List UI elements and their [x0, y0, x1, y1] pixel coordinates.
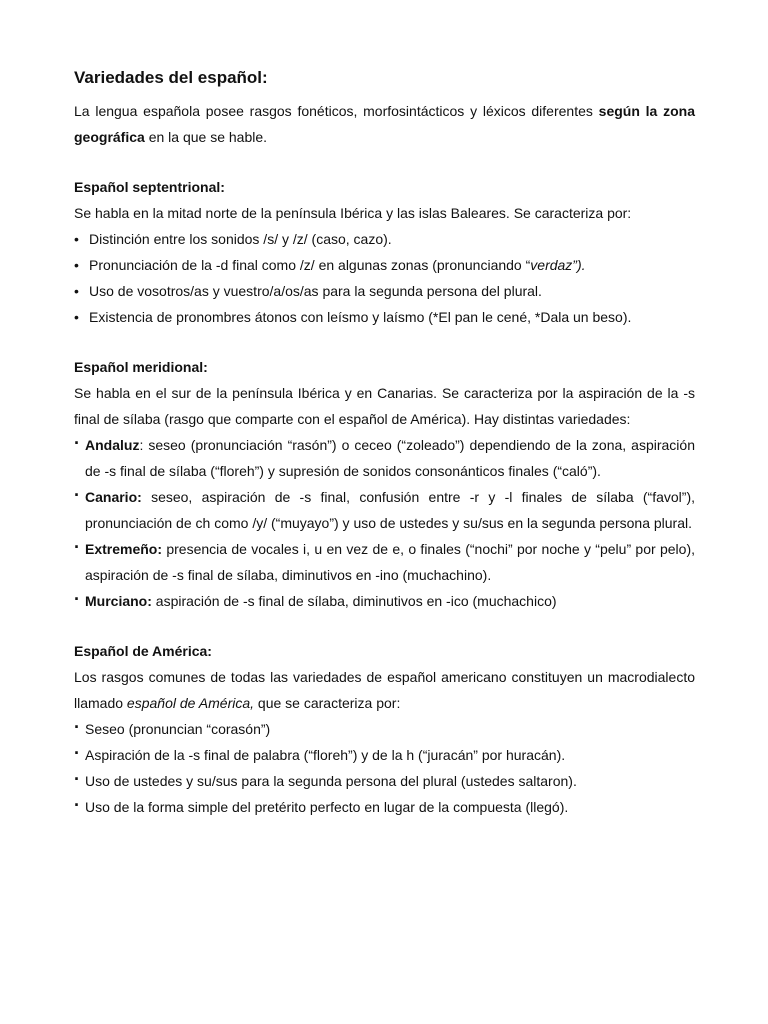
section-description: Se habla en la mitad norte de la península Ibérica y las islas Baleares. Se caracteriza por: [74, 205, 632, 221]
list-item [74, 484, 695, 536]
feature-list [74, 226, 695, 330]
list-item: • Distinción entre los sonidos /s/ y /z/ (caso, cazo). [74, 226, 695, 252]
variety-label: Extremeño: [85, 541, 163, 557]
list-item [74, 588, 695, 614]
variety-label: Andaluz [85, 437, 140, 453]
intro-paragraph [74, 98, 695, 150]
intro-text-end: en la que se hable. [144, 129, 268, 145]
list-item-text: Pronunciación de la -d final como /z/ en algunas zonas (pronunciando “ [89, 257, 531, 273]
list-item: • Uso de vosotros/as y vuestro/a/os/as para la segunda persona del plural. [74, 278, 695, 304]
section-description [74, 664, 695, 716]
list-item: · Uso de la forma simple del pretérito perfecto en lugar de la compuesta (llegó). [74, 794, 695, 820]
section-america [74, 638, 695, 820]
variety-text: seseo, aspiración de -s final, confusión entre -r y -l finales de sílaba (“favol”), pronunciación de ch como /y/ (“muyayo”) y uso de ustedes y su/sus en la segunda persona plural. [85, 489, 695, 531]
variety-list [74, 432, 695, 614]
description-text-end: que se caracteriza por: [254, 695, 401, 711]
section-description: Se habla en el sur de la península Ibérica y en Canarias. Se caracteriza por la aspiración de la -s final de sílaba (rasgo que comparte con el español de América). Hay distintas variedades: [74, 385, 695, 427]
intro-emphasis: según la zona geográfica [74, 103, 695, 145]
variety-text: presencia de vocales i, u en vez de e, o finales (“nochi” por noche y “pelu” por pelo), aspiración de -s final de sílaba, diminutivos en -ino (muchachino). [85, 541, 695, 583]
list-item: · Seseo (pronuncian “corasón”) [74, 716, 695, 742]
document-body [74, 64, 695, 820]
variety-text: : seseo (pronunciación “rasón”) o ceceo (“zoleado”) dependiendo de la zona, aspiración de -s final de sílaba (“floreh”) y supresión de sonidos consonánticos finales (“caló”). [85, 437, 695, 479]
section-heading: Español septentrional: [74, 179, 225, 195]
section-heading: Español meridional: [74, 359, 208, 375]
variety-label: Murciano: [85, 593, 152, 609]
variety-label: Canario: [85, 489, 142, 505]
section-heading: Español de América: [74, 643, 212, 659]
list-item [74, 252, 695, 278]
list-item: · Aspiración de la -s final de palabra (“floreh”) y de la h (“juracán” por huracán). [74, 742, 695, 768]
list-item [74, 432, 695, 484]
description-term: español de América, [126, 695, 255, 711]
list-item: · Uso de ustedes y su/sus para la segunda persona del plural (ustedes saltaron). [74, 768, 695, 794]
intro-text: La lengua española posee rasgos fonéticos, morfosintácticos y léxicos diferentes [74, 103, 599, 119]
list-item: • Existencia de pronombres átonos con leísmo y laísmo (*El pan le cené, *Dala un beso). [74, 304, 695, 330]
list-item-example: verdaz”). [530, 257, 586, 273]
section-septentrional [74, 174, 695, 330]
variety-text: aspiración de -s final de sílaba, diminutivos en -ico (muchachico) [151, 593, 557, 609]
section-meridional [74, 354, 695, 614]
description-text: Los rasgos comunes de todas las variedades de español americano constituyen un macrodialecto llamado [74, 669, 695, 711]
feature-list [74, 716, 695, 820]
list-item [74, 536, 695, 588]
document-title: Variedades del español: [74, 68, 268, 87]
